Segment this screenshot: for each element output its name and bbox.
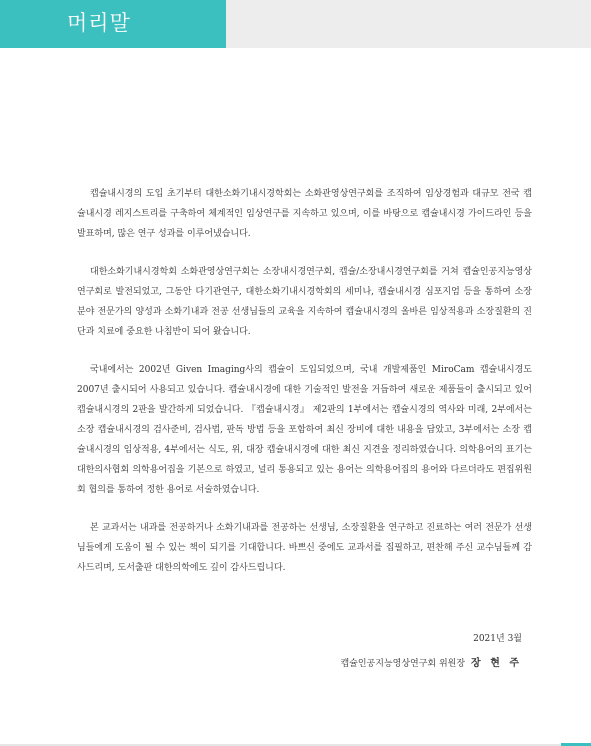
signer-line [340, 657, 522, 671]
page-header [0, 0, 591, 48]
preface-paragraph-4: 본 교과서는 내과를 전공하거나 소화기내과를 전공하는 선생님, 소장질환을 연구하고 진료하는 여러 전문가 선생님들에게 도움이 될 수 있는 책이 되기를 기대합니다. 바쁘신 중에도 교과서를 집필하고, 편찬해 주신 교수님들께 감사드리며, 도서출판 대한의학에도 깊이 감사드립니다. [77, 523, 532, 573]
signature-block [340, 632, 522, 671]
signer-affiliation: 캡슐인공지능영상연구회 위원장 [340, 659, 466, 669]
signature-date: 2021년 3월 [473, 634, 522, 644]
page-title: 머리말 [67, 11, 131, 35]
header-gray-block [226, 0, 591, 48]
preface-body [77, 184, 532, 596]
preface-paragraph-1: 캡슐내시경의 도입 초기부터 대한소화기내시경학회는 소화관영상연구회를 조직하여 임상경험과 대규모 전국 캡슐내시경 레지스트리를 구축하여 체계적인 임상연구를 지속하고 있으며, 이를 바탕으로 캡슐내시경 가이드라인 등을 발표하며, 많은 연구 성과를 이루어냈습니다. [77, 189, 532, 239]
signer-name: 장 현 주 [471, 658, 522, 669]
preface-paragraph-3: 국내에서는 2002년 Given Imaging사의 캡슐이 도입되었으며, 국내 개발제품인 MiroCam 캡슐내시경도 2007년 출시되어 사용되고 있습니다. 캡슐내시경에 대한 기술적인 발전을 거듭하여 새로운 제품들이 출시되고 있어 캡슐내시경의 2판을 발간하게 되었습니다. 『캡슐내시경』 제2판의 1부에서는 캡슐시경의 역사와 미래, 2부에서는 소장 캡슐내시경의 검사준비, 검사법, 판독 방법 등을 포함하여 최신 장비에 대한 내용을 담았고, 3부에서는 소장 캡슐내시경의 임상적용, 4부에서는 식도, 위, 대장 캡슐내시경에 대한 최신 지견을 정리하였습니다. 의학용어의 표기는 대한의사협회 의학용어집을 기본으로 하였고, 널리 통용되고 있는 용어는 의학용어집의 용어와 다르더라도 편집위원회 협의를 통하여 정한 용어로 서술하였습니다. [77, 365, 532, 495]
preface-paragraph-2: 대한소화기내시경학회 소화관영상연구회는 소장내시경연구회, 캡슐/소장내시경연구회를 거쳐 캡슐인공지능영상연구회로 발전되었고, 그동안 다기관연구, 대한소화기내시경학회의 세미나, 캡슐내시경 심포지엄 등을 통하여 소장 분야 전문가의 양성과 소화기내과 전공 선생님들의 교육을 지속하여 캡슐내시경의 올바른 임상적용과 소장질환의 진단과 치료에 중요한 나침반이 되어 왔습니다. [77, 267, 532, 337]
